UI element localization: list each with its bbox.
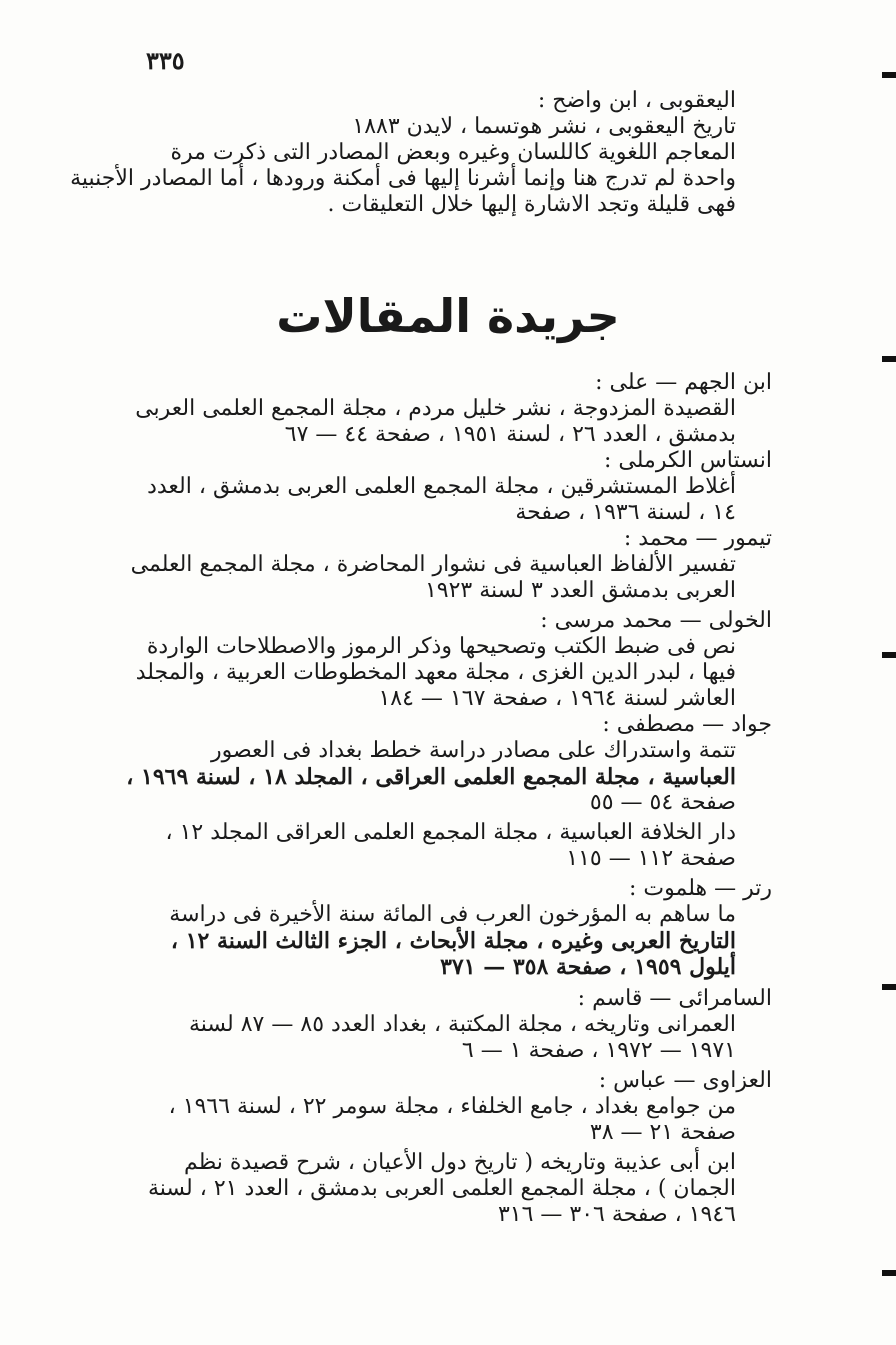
- author-heading: الخولى — محمد مرسى :: [540, 608, 772, 633]
- entry-line: ١٩٤٦ ، صفحة ٣٠٦ — ٣١٦: [497, 1202, 736, 1227]
- margin-mark: [882, 1270, 896, 1276]
- author-heading: تيمور — محمد :: [623, 526, 772, 551]
- intro-line: واحدة لم تدرج هنا وإنما أشرنا إليها فى أمكنة ورودها ، أما المصادر الأجنبية: [70, 166, 736, 191]
- entry-line: التاريخ العربى وغيره ، مجلة الأبحاث ، الجزء الثالث السنة ١٢ ،: [170, 928, 736, 954]
- author-heading: انستاس الكرملى :: [604, 448, 772, 473]
- entry-line: أيلول ١٩٥٩ ، صفحة ٣٥٨ — ٣٧١: [440, 954, 736, 980]
- entry-line: بدمشق ، العدد ٢٦ ، لسنة ١٩٥١ ، صفحة ٤٤ — ٦٧: [284, 422, 736, 447]
- entry-line: العربى بدمشق العدد ٣ لسنة ١٩٢٣: [424, 578, 736, 603]
- margin-mark: [882, 356, 896, 362]
- intro-line: اليعقوبى ، ابن واضح :: [537, 88, 736, 113]
- intro-line: المعاجم اللغوية كاللسان وغيره وبعض المصادر التى ذكرت مرة: [170, 140, 736, 165]
- entry-line: تتمة واستدراك على مصادر دراسة خطط بغداد فى العصور: [210, 738, 736, 763]
- entry-line: الجمان ) ، مجلة المجمع العلمى العربى بدمشق ، العدد ٢١ ، لسنة: [147, 1176, 736, 1201]
- margin-mark: [882, 984, 896, 990]
- author-heading: السامرائى — قاسم :: [577, 986, 772, 1011]
- author-heading: رتر — هلموت :: [629, 876, 772, 901]
- entry-line: من جوامع بغداد ، جامع الخلفاء ، مجلة سومر ٢٢ ، لسنة ١٩٦٦ ،: [168, 1094, 736, 1119]
- margin-mark: [882, 652, 896, 658]
- section-title: جريدة المقالات: [276, 289, 620, 343]
- entry-line: ١٩٧١ — ١٩٧٢ ، صفحة ١ — ٦: [461, 1038, 736, 1063]
- entry-line: أغلاط المستشرقين ، مجلة المجمع العلمى العربى بدمشق ، العدد: [147, 474, 736, 499]
- intro-line: فهى قليلة وتجد الاشارة إليها خلال التعليقات .: [327, 192, 736, 217]
- entry-line: ما ساهم به المؤرخون العرب فى المائة سنة الأخيرة فى دراسة: [169, 902, 736, 927]
- page-number: ٣٣٥: [146, 46, 185, 75]
- entry-line: القصيدة المزدوجة ، نشر خليل مردم ، مجلة المجمع العلمى العربى: [135, 396, 736, 421]
- author-heading: العزاوى — عباس :: [598, 1068, 772, 1093]
- margin-mark: [882, 72, 896, 78]
- entry-line: العاشر لسنة ١٩٦٤ ، صفحة ١٦٧ — ١٨٤: [378, 686, 736, 711]
- author-heading: ابن الجهم — على :: [595, 370, 772, 395]
- entry-line: صفحة ٢١ — ٣٨: [589, 1120, 736, 1145]
- entry-line: ابن أبى عذيبة وتاريخه ( تاريخ دول الأعيان ، شرح قصيدة نظم: [184, 1150, 736, 1175]
- entry-line: تفسير الألفاظ العباسية فى نشوار المحاضرة ، مجلة المجمع العلمى: [130, 552, 736, 577]
- entry-line: صفحة ٥٤ — ٥٥: [589, 790, 736, 815]
- entry-line: العمرانى وتاريخه ، مجلة المكتبة ، بغداد العدد ٨٥ — ٨٧ لسنة: [188, 1012, 736, 1037]
- author-heading: جواد — مصطفى :: [602, 712, 772, 737]
- entry-line: العباسية ، مجلة المجمع العلمى العراقى ، المجلد ١٨ ، لسنة ١٩٦٩ ،: [126, 764, 736, 790]
- intro-line: تاريخ اليعقوبى ، نشر هوتسما ، لايدن ١٨٨٣: [352, 114, 736, 139]
- entry-line: ١٤ ، لسنة ١٩٣٦ ، صفحة: [515, 500, 736, 525]
- entry-line: صفحة ١١٢ — ١١٥: [566, 846, 736, 871]
- entry-line: فيها ، لبدر الدين الغزى ، مجلة معهد المخطوطات العربية ، والمجلد: [135, 660, 736, 685]
- entry-line: نص فى ضبط الكتب وتصحيحها وذكر الرموز والاصطلاحات الواردة: [146, 634, 736, 659]
- entry-line: دار الخلافة العباسية ، مجلة المجمع العلمى العراقى المجلد ١٢ ،: [165, 820, 736, 845]
